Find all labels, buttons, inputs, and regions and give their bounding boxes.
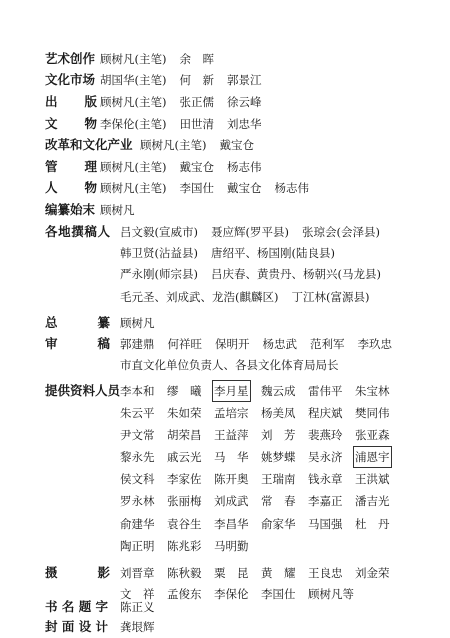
person-name: 顾树凡(主笔): [100, 181, 167, 195]
credit-names: [100, 179, 322, 197]
person-name: 文 祥: [120, 587, 155, 601]
label-char: 理: [84, 159, 97, 174]
label-char: 物: [84, 180, 97, 195]
person-name: 顾树凡(主笔): [100, 160, 167, 174]
person-name: 姚梦蝶: [261, 450, 296, 464]
label-char: 影: [97, 565, 110, 580]
providers-row: [0, 515, 450, 533]
writer-names: [120, 223, 393, 241]
person-name: 戴宝仓: [179, 160, 214, 174]
providers-row: [0, 448, 450, 466]
credit-row: [0, 201, 450, 219]
person-name: 杨志伟: [226, 160, 262, 174]
providers-row: [0, 537, 450, 555]
person-name: 常 春: [261, 494, 296, 508]
person-name: 罗永林: [120, 494, 155, 508]
label-char: 人: [45, 180, 58, 195]
credit-row: [0, 179, 450, 197]
person-name: 陈秋毅: [167, 566, 202, 580]
writers-row: [0, 223, 450, 241]
person-name: 吴永济: [308, 450, 343, 464]
label-char: 管: [45, 159, 58, 174]
credit-row: [0, 115, 450, 133]
person-name: 郭建鼎: [120, 337, 155, 351]
section-label: [45, 223, 110, 241]
section-label: 封 面 设 计: [45, 619, 109, 634]
person-name: 何 新: [179, 73, 214, 87]
person-name: 黄 耀: [261, 566, 296, 580]
person-name: 钱永章: [308, 472, 343, 486]
person-name: 侯文科: [120, 472, 155, 486]
credit-row: [0, 50, 450, 68]
person-name: 毛元圣、刘成武、龙浩(麒麟区): [120, 290, 279, 304]
person-name: 刘 芳: [261, 428, 296, 442]
label-char: 审: [45, 336, 58, 351]
person-name: 程庆斌: [308, 406, 343, 420]
person-name: 范利军: [310, 337, 345, 351]
person-name: 郭景江: [226, 73, 262, 87]
providers-row: [0, 492, 450, 510]
person-name: 俞建华: [120, 517, 155, 531]
person-name: 裴燕玲: [308, 428, 343, 442]
cover-design-row: [0, 618, 450, 636]
providers-row: [0, 382, 450, 400]
label-char: 版: [84, 94, 97, 109]
writers-row: [0, 265, 450, 283]
providers-row: [0, 470, 450, 488]
providers-row: [0, 404, 450, 422]
person-name: 朱云平: [120, 406, 155, 420]
section-label: [45, 314, 110, 332]
person-name: 戚云光: [167, 450, 202, 464]
person-name: 刘忠华: [226, 117, 262, 131]
person-name: 陈开奥: [214, 472, 249, 486]
person-name: 顾树凡等: [308, 587, 354, 601]
person-name: 李嘉正: [308, 494, 343, 508]
person-name: 浦恩宇: [355, 450, 390, 464]
person-name: 王瑞南: [261, 472, 296, 486]
photographers-row: [0, 564, 450, 582]
person-name: 徐云峰: [226, 95, 262, 109]
person-name: 杨美凤: [261, 406, 296, 420]
credit-names: [100, 50, 227, 68]
person-name: 顾树凡(主笔): [100, 52, 167, 66]
person-name: 胡国华(主笔): [100, 73, 167, 87]
person-name: 孟俊东: [167, 587, 202, 601]
person-name: 李保伦(主笔): [100, 117, 167, 131]
cover-design-row-names: [120, 618, 168, 636]
person-name: 李国仕: [179, 181, 214, 195]
person-name: 雷伟平: [308, 384, 343, 398]
label-char: 地: [58, 224, 71, 239]
person-name: 李玖忠: [357, 337, 392, 351]
person-name: 张亚森: [355, 428, 390, 442]
person-name: 缪 曦: [167, 384, 202, 398]
person-name: 樊同伟: [355, 406, 390, 420]
person-name: 陶正明: [120, 539, 155, 553]
person-name: 粟 昆: [214, 566, 249, 580]
person-name: 袁谷生: [167, 517, 202, 531]
section-label: 提供资料人员: [45, 383, 121, 398]
credit-row: [0, 158, 450, 176]
person-name: 杜 丹: [355, 517, 390, 531]
person-name: 尹文常: [120, 428, 155, 442]
person-name: 唐绍平、杨国刚(陆良县): [210, 246, 335, 260]
label-char: 各: [45, 224, 58, 239]
reviewer-note: 市直文化单位负责人、各县文化体育局局长: [120, 358, 339, 372]
person-name: 丁江林(富源县): [291, 290, 370, 304]
person-name: 戴宝仓: [226, 181, 262, 195]
person-name: 刘晋章: [120, 566, 155, 580]
person-name: 吕文毅(宣威市): [120, 225, 198, 239]
person-name: 俞家华: [261, 517, 296, 531]
person-name: 聂应辉(罗平县): [210, 225, 289, 239]
section-label: [45, 564, 110, 582]
person-name: 李国仕: [261, 587, 296, 601]
reviewers-note-row: [0, 356, 450, 374]
person-name: 杨忠武: [262, 337, 297, 351]
writer-names: [120, 265, 394, 283]
person-name: 李保伦: [214, 587, 249, 601]
person-name: 刘金荣: [355, 566, 390, 580]
person-name: 张丽梅: [167, 494, 202, 508]
person-name: 刘成武: [214, 494, 249, 508]
person-name: 朱如荣: [167, 406, 202, 420]
chief-editor-names: [120, 314, 168, 332]
person-name: 吕庆春、黄贵丹、杨朝兴(马龙县): [210, 267, 381, 281]
person-name: 李月星: [214, 384, 249, 398]
credit-names: [140, 136, 267, 154]
credit-names: [100, 93, 274, 111]
section-label: 艺术创作: [45, 51, 96, 66]
credit-row: [0, 136, 450, 154]
person-name: 龚垠辉: [120, 620, 155, 634]
credit-names: [100, 201, 148, 219]
person-name: 李本和: [120, 384, 155, 398]
person-name: 李家佐: [167, 472, 202, 486]
section-label: [45, 158, 97, 176]
person-name: 王良忠: [308, 566, 343, 580]
label-char: 出: [45, 94, 58, 109]
writers-row: [0, 244, 450, 262]
section-label: 书 名 题 字: [45, 599, 109, 614]
person-name: 杨志伟: [274, 181, 309, 195]
person-name: 王益萍: [214, 428, 249, 442]
credit-names: [100, 158, 274, 176]
section-label: [45, 179, 97, 197]
person-name: 马 华: [214, 450, 249, 464]
person-name: 孟培宗: [214, 406, 249, 420]
credit-row: [0, 71, 450, 89]
person-name: 田世清: [179, 117, 214, 131]
person-name: 李昌华: [214, 517, 249, 531]
reviewers-row: [0, 335, 450, 353]
chief-editor-row: [0, 314, 450, 332]
person-name: 陈正义: [120, 600, 155, 614]
reviewer-names: [120, 335, 405, 353]
person-name: 陈兆彩: [167, 539, 202, 553]
credit-names: [100, 71, 274, 89]
person-name: 余 晖: [179, 52, 214, 66]
label-char: 稿: [97, 336, 110, 351]
person-name: 顾树凡(主笔): [100, 95, 167, 109]
person-name: 韩卫贤(沾益县): [120, 246, 198, 260]
label-char: 纂: [97, 315, 110, 330]
section-label: 改革和文化产业: [45, 137, 133, 152]
person-name: 顾树凡(主笔): [140, 138, 207, 152]
writer-names: [120, 244, 348, 262]
label-char: 文: [45, 116, 58, 131]
providers-row: [0, 426, 450, 444]
title-inscription-row-names: [120, 598, 168, 616]
person-name: 顾树凡: [100, 203, 135, 217]
credit-names: [100, 115, 274, 133]
title-inscription-row: [0, 598, 450, 616]
section-label: 编纂始末: [45, 202, 96, 217]
person-name: 张琼会(会泽县): [301, 225, 380, 239]
section-label: 文化市场: [45, 72, 96, 87]
label-char: 稿: [84, 224, 97, 239]
person-name: 胡荣昌: [167, 428, 202, 442]
label-char: 撰: [71, 224, 84, 239]
person-name: 潘吉光: [355, 494, 390, 508]
person-name: 王洪斌: [355, 472, 390, 486]
person-name: 保明开: [215, 337, 250, 351]
person-name: 严永刚(师宗县): [120, 267, 198, 281]
label-char: 摄: [45, 565, 58, 580]
section-label: [45, 335, 110, 353]
section-label: [45, 115, 97, 133]
person-name: 张正儒: [179, 95, 214, 109]
person-name: 朱宝林: [355, 384, 390, 398]
person-name: 马明勤: [214, 539, 249, 553]
credit-row: [0, 93, 450, 111]
writer-names: [120, 288, 382, 306]
writers-row: [0, 288, 450, 306]
label-char: 总: [45, 315, 58, 330]
person-name: 何祥旺: [167, 337, 202, 351]
label-char: 人: [97, 224, 110, 239]
person-name: 顾树凡: [120, 316, 155, 330]
person-name: 马国强: [308, 517, 343, 531]
person-name: 戴宝仓: [219, 138, 254, 152]
person-name: 魏云成: [261, 384, 296, 398]
person-name: 黎永先: [120, 450, 155, 464]
section-label: [45, 93, 97, 111]
label-char: 物: [84, 116, 97, 131]
